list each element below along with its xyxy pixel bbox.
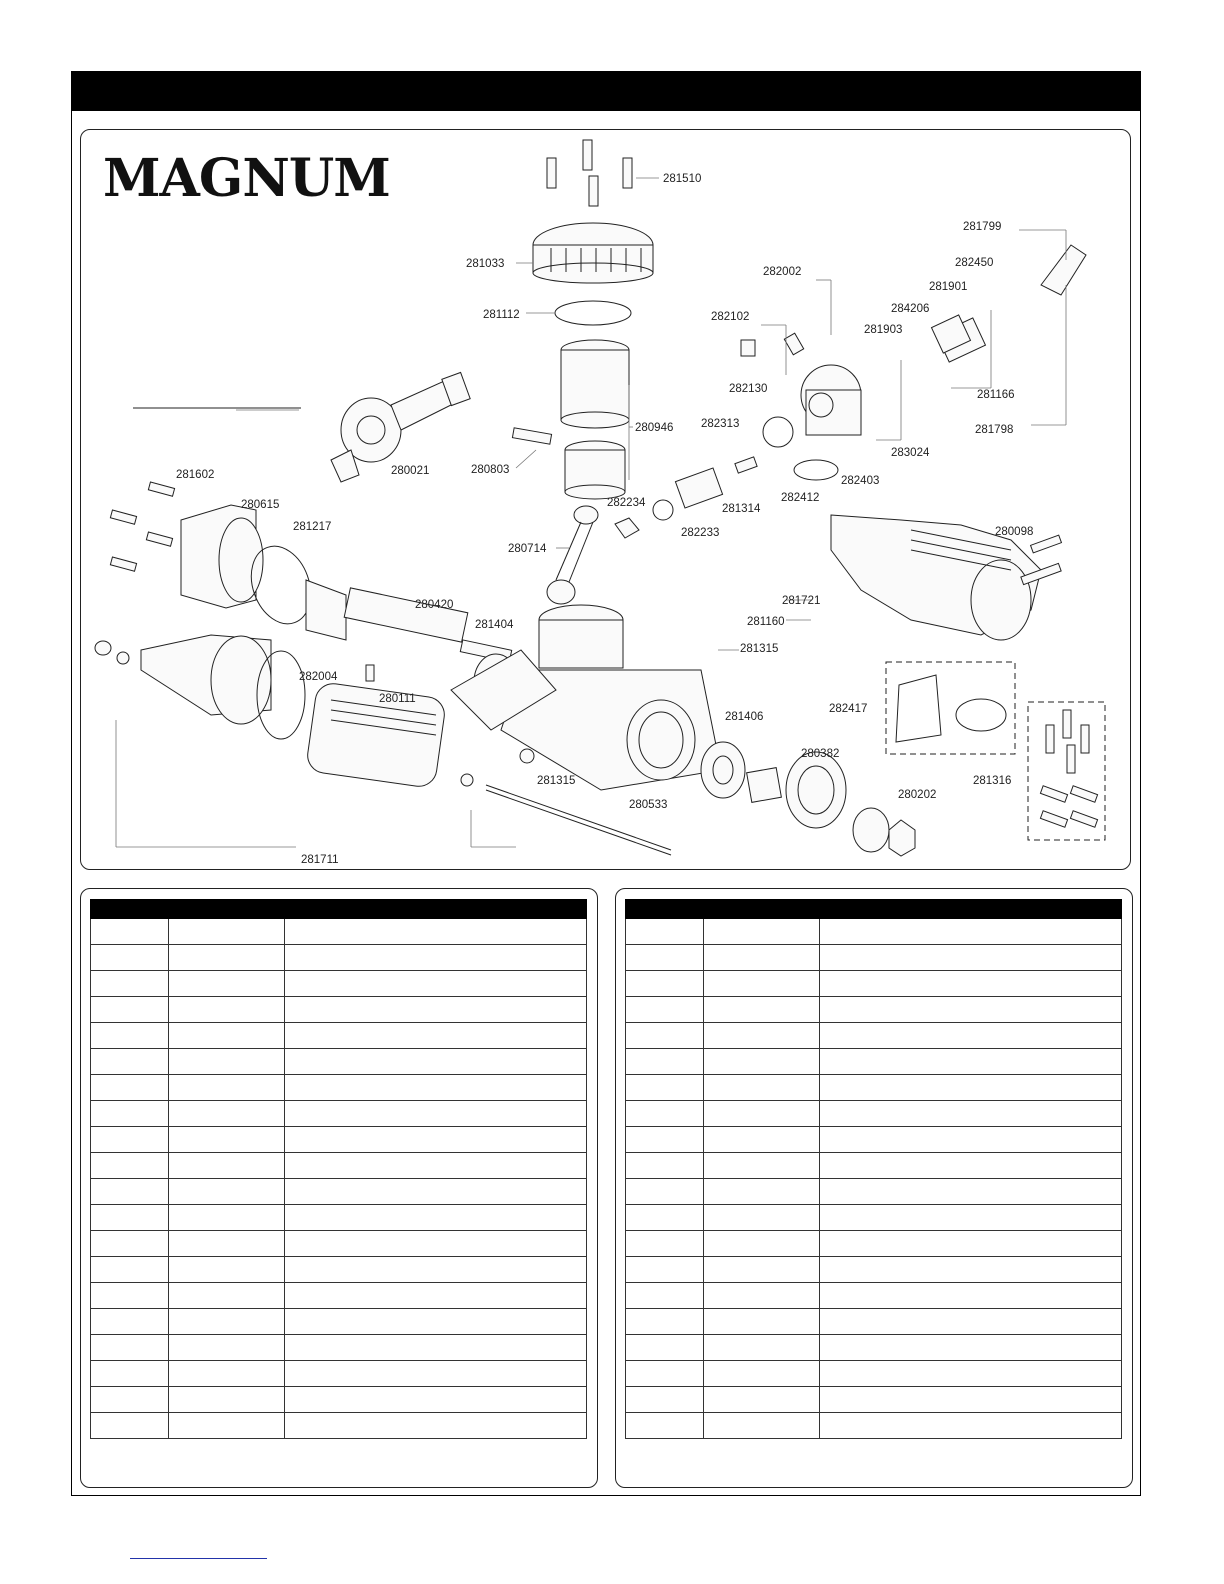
table-row <box>91 1257 587 1283</box>
table-cell <box>169 1257 284 1283</box>
logo-text: MAGNUM <box>103 148 390 209</box>
table-cell <box>284 1309 587 1335</box>
parts-table-panel-right <box>615 888 1133 1488</box>
table-row <box>91 1335 587 1361</box>
callout-282234: 282234 <box>607 497 646 509</box>
table-cell <box>91 1413 169 1439</box>
table-cell <box>169 1413 284 1439</box>
table-row <box>91 997 587 1023</box>
table-row <box>626 1309 1122 1335</box>
table-cell <box>169 1153 284 1179</box>
table-row <box>91 919 587 945</box>
callout-281711: 281711 <box>301 854 339 866</box>
table-cell <box>626 1023 704 1049</box>
table-cell <box>91 997 169 1023</box>
sleeve-piston <box>512 340 629 499</box>
table-cell <box>169 1075 284 1101</box>
callout-282002: 282002 <box>763 266 802 278</box>
table-cell <box>91 1153 169 1179</box>
table-cell <box>284 1049 587 1075</box>
table-cell <box>91 1205 169 1231</box>
callout-282412: 282412 <box>781 492 820 504</box>
table-row <box>626 1283 1122 1309</box>
table-cell <box>284 1075 587 1101</box>
callout-282417: 282417 <box>829 703 868 715</box>
table-row <box>91 1283 587 1309</box>
callout-280714: 280714 <box>508 543 547 555</box>
table-cell <box>819 1335 1122 1361</box>
header-cell <box>169 900 284 919</box>
head-bolts <box>547 140 632 206</box>
table-row <box>91 1387 587 1413</box>
table-cell <box>91 1283 169 1309</box>
table-row <box>626 945 1122 971</box>
table-row <box>626 1075 1122 1101</box>
table-row <box>626 1101 1122 1127</box>
table-cell <box>91 1309 169 1335</box>
table-row <box>626 1153 1122 1179</box>
table-cell <box>704 919 819 945</box>
callout-281901: 281901 <box>929 281 968 293</box>
table-cell <box>704 1127 819 1153</box>
table-row <box>91 1179 587 1205</box>
callout-281166: 281166 <box>977 389 1015 401</box>
table-cell <box>819 971 1122 997</box>
table-cell <box>819 1361 1122 1387</box>
connecting-rod <box>547 506 598 604</box>
table-cell <box>626 1413 704 1439</box>
callout-280803: 280803 <box>471 464 510 476</box>
table-cell <box>704 1153 819 1179</box>
table-row <box>91 1413 587 1439</box>
footer-link-underline[interactable] <box>130 1558 267 1559</box>
table-cell <box>169 1049 284 1075</box>
callout-282102: 282102 <box>711 311 750 323</box>
table-row <box>626 997 1122 1023</box>
table-cell <box>819 919 1122 945</box>
table-cell <box>819 1257 1122 1283</box>
table-cell <box>169 997 284 1023</box>
table-cell <box>169 1283 284 1309</box>
table-row <box>91 1309 587 1335</box>
table-cell <box>626 1361 704 1387</box>
callout-282004: 282004 <box>299 671 338 683</box>
table-cell <box>169 1023 284 1049</box>
table-row <box>91 1231 587 1257</box>
table-cell <box>169 1335 284 1361</box>
table-cell <box>169 1231 284 1257</box>
table-row <box>91 1361 587 1387</box>
table-cell <box>704 1257 819 1283</box>
callout-284206: 284206 <box>891 303 930 315</box>
callout-282233: 282233 <box>681 527 720 539</box>
table-row <box>626 1049 1122 1075</box>
callout-280615: 280615 <box>241 499 280 511</box>
table-row <box>626 1257 1122 1283</box>
table-row <box>626 1023 1122 1049</box>
drive-hub <box>747 752 915 856</box>
table-cell <box>626 1231 704 1257</box>
header-cell <box>819 900 1122 919</box>
table-row <box>626 1361 1122 1387</box>
table-cell <box>284 971 587 997</box>
table-row <box>91 1075 587 1101</box>
callout-282313: 282313 <box>701 418 740 430</box>
header-cell <box>626 900 704 919</box>
table-cell <box>626 1101 704 1127</box>
table-cell <box>284 1023 587 1049</box>
callout-281404: 281404 <box>475 619 514 631</box>
table-cell <box>91 1231 169 1257</box>
table-row <box>626 1179 1122 1205</box>
table-cell <box>819 1075 1122 1101</box>
table-cell <box>704 1049 819 1075</box>
table-cell <box>284 1153 587 1179</box>
callout-281510: 281510 <box>663 173 702 185</box>
callout-281314: 281314 <box>722 503 761 515</box>
table-cell <box>626 1283 704 1309</box>
table-cell <box>819 945 1122 971</box>
callout-281112: 281112 <box>483 309 520 321</box>
head-gasket <box>555 301 631 325</box>
callout-281903: 281903 <box>864 324 903 336</box>
table-cell <box>91 1387 169 1413</box>
callout-280382: 280382 <box>801 748 840 760</box>
table-row <box>626 1231 1122 1257</box>
table-cell <box>91 1049 169 1075</box>
exploded-diagram-panel <box>80 129 1131 870</box>
table-cell <box>819 1205 1122 1231</box>
table-row <box>91 1153 587 1179</box>
table-row <box>626 1205 1122 1231</box>
table-cell <box>704 1387 819 1413</box>
table-cell <box>284 1387 587 1413</box>
callout-281217: 281217 <box>293 521 332 533</box>
table-cell <box>704 1413 819 1439</box>
table-cell <box>626 1335 704 1361</box>
table-cell <box>91 971 169 997</box>
table-cell <box>626 997 704 1023</box>
table-cell <box>91 1075 169 1101</box>
table-cell <box>284 1361 587 1387</box>
table-cell <box>284 1179 587 1205</box>
table-cell <box>819 1231 1122 1257</box>
callout-281721: 281721 <box>782 595 821 607</box>
callout-280098: 280098 <box>995 526 1034 538</box>
table-cell <box>91 1257 169 1283</box>
table-row <box>626 1413 1122 1439</box>
table-cell <box>626 1049 704 1075</box>
table-row <box>91 1049 587 1075</box>
table-cell <box>284 1283 587 1309</box>
callout-280533: 280533 <box>629 799 668 811</box>
header-cell <box>704 900 819 919</box>
callout-281315-upper: 281315 <box>740 643 779 655</box>
table-cell <box>169 1205 284 1231</box>
table-row <box>626 1387 1122 1413</box>
table-cell <box>284 1101 587 1127</box>
table-cell <box>169 1387 284 1413</box>
table-cell <box>819 1283 1122 1309</box>
callout-281799: 281799 <box>963 221 1002 233</box>
header-bar <box>71 71 1141 111</box>
callout-280202: 280202 <box>898 789 937 801</box>
callout-280111: 280111 <box>379 693 416 705</box>
table-row <box>626 1335 1122 1361</box>
table-row <box>91 1205 587 1231</box>
table-row <box>91 1127 587 1153</box>
table-row <box>91 1023 587 1049</box>
table-cell <box>704 1205 819 1231</box>
table-cell <box>704 1231 819 1257</box>
callout-281033: 281033 <box>466 258 505 270</box>
callout-280420: 280420 <box>415 599 454 611</box>
table-cell <box>704 1179 819 1205</box>
rear-housing <box>110 482 321 632</box>
table-cell <box>704 997 819 1023</box>
callout-281798: 281798 <box>975 424 1014 436</box>
table-cell <box>819 1309 1122 1335</box>
table-cell <box>284 1413 587 1439</box>
table-cell <box>284 945 587 971</box>
exploded-engine-diagram <box>81 130 1132 871</box>
callout-281602: 281602 <box>176 469 215 481</box>
table-cell <box>284 1231 587 1257</box>
cylinder-head <box>533 223 653 283</box>
table-cell <box>169 1101 284 1127</box>
table-cell <box>819 997 1122 1023</box>
table-cell <box>626 1075 704 1101</box>
table-cell <box>284 1335 587 1361</box>
table-cell <box>704 1309 819 1335</box>
table-cell <box>704 971 819 997</box>
callout-281316: 281316 <box>973 775 1012 787</box>
gasket-ring <box>956 699 1006 731</box>
callout-281160: 281160 <box>747 616 785 628</box>
callout-281406: 281406 <box>725 711 764 723</box>
table-cell <box>284 1127 587 1153</box>
table-cell <box>704 1335 819 1361</box>
table-cell <box>284 1205 587 1231</box>
table-header <box>626 900 1122 919</box>
parts-table-panel-left <box>80 888 598 1488</box>
callout-282450: 282450 <box>955 257 994 269</box>
callout-281315-lower: 281315 <box>537 775 576 787</box>
table-cell <box>91 945 169 971</box>
table-cell <box>169 1127 284 1153</box>
table-header <box>91 900 587 919</box>
parts-table-left <box>90 899 587 1439</box>
table-cell <box>819 1413 1122 1439</box>
table-cell <box>169 945 284 971</box>
table-cell <box>819 1153 1122 1179</box>
table-cell <box>704 1283 819 1309</box>
table-row <box>626 919 1122 945</box>
table-cell <box>169 1309 284 1335</box>
table-row <box>91 971 587 997</box>
table-cell <box>284 1257 587 1283</box>
muffler-left <box>95 635 305 739</box>
callout-282403: 282403 <box>841 475 880 487</box>
table-cell <box>704 945 819 971</box>
table-cell <box>819 1049 1122 1075</box>
table-cell <box>91 1179 169 1205</box>
table-cell <box>626 919 704 945</box>
table-cell <box>626 1127 704 1153</box>
table-cell <box>169 1361 284 1387</box>
table-cell <box>626 1179 704 1205</box>
table-cell <box>704 1075 819 1101</box>
callout-282130: 282130 <box>729 383 768 395</box>
table-cell <box>626 971 704 997</box>
header-cell <box>284 900 587 919</box>
table-cell <box>91 1023 169 1049</box>
callout-280021: 280021 <box>391 465 430 477</box>
table-cell <box>819 1179 1122 1205</box>
table-cell <box>91 919 169 945</box>
table-cell <box>704 1101 819 1127</box>
table-cell <box>704 1361 819 1387</box>
callout-280946: 280946 <box>635 422 674 434</box>
table-cell <box>819 1101 1122 1127</box>
table-row <box>626 1127 1122 1153</box>
callout-283024: 283024 <box>891 447 930 459</box>
table-cell <box>91 1101 169 1127</box>
table-cell <box>819 1387 1122 1413</box>
table-cell <box>169 919 284 945</box>
screw-set <box>1040 710 1097 827</box>
gasket-plate <box>896 675 941 742</box>
table-cell <box>91 1361 169 1387</box>
table-cell <box>91 1127 169 1153</box>
header-cell <box>91 900 169 919</box>
table-body <box>626 919 1122 1439</box>
table-cell <box>169 1179 284 1205</box>
table-cell <box>819 1023 1122 1049</box>
table-cell <box>284 919 587 945</box>
table-row <box>91 945 587 971</box>
table-body <box>91 919 587 1439</box>
needle-valve-parts <box>615 417 838 538</box>
table-cell <box>626 1387 704 1413</box>
table-cell <box>626 945 704 971</box>
table-cell <box>704 1023 819 1049</box>
table-cell <box>284 997 587 1023</box>
table-cell <box>626 1309 704 1335</box>
table-row <box>626 971 1122 997</box>
table-row <box>91 1101 587 1127</box>
table-cell <box>626 1153 704 1179</box>
table-cell <box>626 1205 704 1231</box>
table-cell <box>169 971 284 997</box>
parts-table-right <box>625 899 1122 1439</box>
table-cell <box>819 1127 1122 1153</box>
magnum-logo <box>103 148 390 209</box>
table-cell <box>626 1257 704 1283</box>
table-cell <box>91 1335 169 1361</box>
